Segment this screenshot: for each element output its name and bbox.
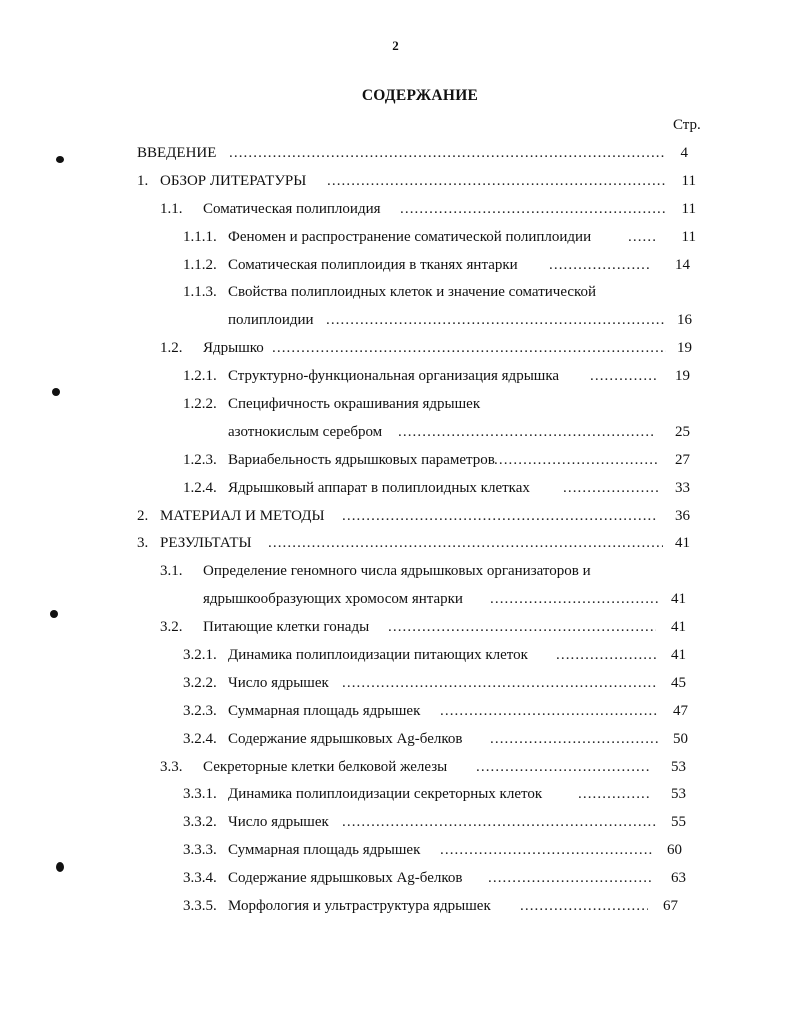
toc-leader-dots xyxy=(326,312,666,329)
toc-entry xyxy=(0,896,791,924)
toc-entry-text: Ядрышковый аппарат в полиплоидных клетках xyxy=(228,479,530,496)
scan-artifact-mark xyxy=(56,862,64,872)
toc-entry xyxy=(0,255,791,283)
toc-entry-text: Вариабельность ядрышковых параметров xyxy=(228,451,495,468)
toc-entry-page: 11 xyxy=(681,228,696,245)
toc-entry xyxy=(0,729,791,757)
toc-entry xyxy=(0,617,791,645)
toc-entry-page: 47 xyxy=(673,702,688,719)
toc-leader-dots xyxy=(398,424,656,441)
toc-entry-number: 3. xyxy=(137,535,149,552)
toc-entry-number: 3.2.3. xyxy=(183,702,217,719)
toc-entry-number: 3.2. xyxy=(160,619,183,636)
toc-entry-number: 3.3. xyxy=(160,758,183,775)
table-of-contents xyxy=(0,143,791,924)
toc-entry-page: 4 xyxy=(680,145,688,161)
toc-leader-dots xyxy=(628,229,658,246)
toc-entry-page: 41 xyxy=(671,619,686,636)
toc-entry-number: 3.2.2. xyxy=(183,674,217,691)
toc-leader-dots xyxy=(578,786,650,803)
toc-entry-text: Суммарная площадь ядрышек xyxy=(228,842,421,859)
toc-entry xyxy=(0,199,791,227)
toc-entry-text: Структурно-функциональная организация ядрышка xyxy=(228,368,560,385)
toc-entry-number: 3.3.2. xyxy=(183,814,217,831)
toc-entry-text: азотнокислым серебром xyxy=(228,423,383,440)
toc-entry xyxy=(0,812,791,840)
toc-entry xyxy=(0,701,791,729)
toc-entry-number: 3.3.1. xyxy=(183,786,217,803)
toc-entry-page: 60 xyxy=(667,842,682,859)
toc-entry xyxy=(0,143,791,171)
toc-leader-dots xyxy=(400,201,666,218)
toc-leader-dots xyxy=(488,870,652,887)
toc-entry-page: 41 xyxy=(675,535,690,552)
toc-leader-dots xyxy=(563,480,658,497)
toc-entry-number: 1.1.3. xyxy=(183,284,217,301)
toc-entry-number: 3.3.4. xyxy=(183,870,217,887)
toc-entry-text: Определение геномного числа ядрышковых организаторов и xyxy=(203,563,591,580)
toc-entry-text: Морфология и ультраструктура ядрышек xyxy=(228,898,491,915)
page-title: СОДЕРЖАНИЕ xyxy=(361,87,479,104)
toc-entry xyxy=(0,673,791,701)
toc-entry-text: Питающие клетки гонады xyxy=(203,619,370,636)
page-column-header: Стр. xyxy=(673,117,701,133)
toc-entry-page: 45 xyxy=(671,674,686,691)
toc-entry-page: 55 xyxy=(671,814,686,831)
toc-entry xyxy=(0,840,791,868)
toc-entry xyxy=(0,506,791,534)
toc-leader-dots xyxy=(327,173,666,190)
toc-entry-text: МАТЕРИАЛ И МЕТОДЫ xyxy=(160,507,325,524)
toc-entry-number: 3.2.4. xyxy=(183,730,217,747)
toc-entry-text: ОБЗОР ЛИТЕРАТУРЫ xyxy=(160,172,307,189)
toc-entry-page: 36 xyxy=(675,507,690,524)
toc-entry-number: 3.2.1. xyxy=(183,647,217,664)
toc-entry-text: Соматическая полиплоидия в тканях янтарки xyxy=(228,256,518,273)
toc-entry-text: Секреторные клетки белковой железы xyxy=(203,758,448,775)
toc-entry-number: 1. xyxy=(137,172,149,189)
toc-entry-number: 3.3.5. xyxy=(183,898,217,915)
toc-entry-text: РЕЗУЛЬТАТЫ xyxy=(160,535,252,552)
toc-entry xyxy=(0,561,791,589)
page-number: 2 xyxy=(392,38,399,53)
toc-entry xyxy=(0,784,791,812)
toc-entry xyxy=(0,478,791,506)
toc-entry-number: 1.2. xyxy=(160,340,183,357)
toc-entry-text: Специфичность окрашивания ядрышек xyxy=(228,396,481,413)
toc-entry-text: Феномен и распространение соматической полиплоидии xyxy=(228,228,592,245)
toc-leader-dots xyxy=(440,842,652,859)
toc-entry-number: 3.1. xyxy=(160,563,183,580)
toc-entry-page: 11 xyxy=(681,172,696,189)
toc-entry-text: полиплоидии xyxy=(228,312,314,329)
toc-entry-number: 1.2.1. xyxy=(183,368,217,385)
toc-entry-page: 67 xyxy=(663,898,678,915)
toc-entry-number: 2. xyxy=(137,507,149,524)
toc-leader-dots xyxy=(342,508,658,525)
toc-entry xyxy=(0,227,791,255)
scan-artifact-mark xyxy=(52,388,60,396)
toc-entry-page: 11 xyxy=(681,200,696,217)
toc-entry xyxy=(0,645,791,673)
toc-entry xyxy=(0,450,791,478)
toc-leader-dots xyxy=(490,591,658,608)
toc-entry xyxy=(0,338,791,366)
toc-entry-number: 1.2.3. xyxy=(183,451,217,468)
toc-entry xyxy=(0,310,791,338)
toc-entry-page: 19 xyxy=(677,340,692,357)
toc-entry-page: 14 xyxy=(675,256,690,273)
toc-entry-text: Динамика полиплоидизации секреторных клеток xyxy=(228,786,543,803)
toc-entry-page: 41 xyxy=(671,591,686,608)
toc-entry xyxy=(0,422,791,450)
toc-entry-page: 33 xyxy=(675,479,690,496)
toc-entry-page: 25 xyxy=(675,423,690,440)
toc-entry-number: 1.1. xyxy=(160,200,183,217)
toc-entry-text: Соматическая полиплоидия xyxy=(203,200,381,217)
toc-leader-dots xyxy=(229,145,666,162)
toc-entry-page: 53 xyxy=(671,758,686,775)
toc-leader-dots xyxy=(590,368,658,385)
toc-leader-dots xyxy=(440,703,658,720)
toc-entry xyxy=(0,282,791,310)
toc-entry xyxy=(0,757,791,785)
toc-leader-dots xyxy=(388,619,656,636)
toc-entry xyxy=(0,171,791,199)
toc-entry-text: Динамика полиплоидизации питающих клеток xyxy=(228,647,528,664)
toc-entry xyxy=(0,394,791,422)
toc-entry-number: 3.3.3. xyxy=(183,842,217,859)
toc-entry-number: 1.1.1. xyxy=(183,228,217,245)
toc-leader-dots xyxy=(272,340,666,357)
toc-leader-dots xyxy=(494,452,658,469)
scan-artifact-mark xyxy=(56,156,64,163)
toc-entry-page: 19 xyxy=(675,368,690,385)
toc-entry-number: 1.2.2. xyxy=(183,396,217,413)
toc-entry-text: Ядрышко xyxy=(203,340,264,357)
toc-leader-dots xyxy=(476,759,650,776)
toc-entry xyxy=(0,533,791,561)
toc-leader-dots xyxy=(268,535,663,552)
scan-artifact-mark xyxy=(50,610,58,618)
toc-entry-number: 1.1.2. xyxy=(183,256,217,273)
toc-leader-dots xyxy=(520,898,648,915)
toc-entry-text: ядрышкообразующих хромосом янтарки xyxy=(203,591,463,608)
toc-entry-page: 53 xyxy=(671,786,686,803)
toc-entry-page: 27 xyxy=(675,451,690,468)
toc-leader-dots xyxy=(342,814,656,831)
toc-entry-page: 41 xyxy=(671,647,686,664)
toc-entry-page: 50 xyxy=(673,730,688,747)
toc-entry-page: 16 xyxy=(677,312,692,329)
toc-entry-number: 1.2.4. xyxy=(183,479,217,496)
toc-entry-text: Число ядрышек xyxy=(228,674,329,691)
toc-entry-text: Число ядрышек xyxy=(228,814,329,831)
toc-entry-text: ВВЕДЕНИЕ xyxy=(137,145,217,161)
toc-leader-dots xyxy=(549,257,649,274)
toc-leader-dots xyxy=(556,647,656,664)
toc-leader-dots xyxy=(490,731,658,748)
toc-entry xyxy=(0,868,791,896)
toc-entry-page: 63 xyxy=(671,870,686,887)
toc-entry-text: Суммарная площадь ядрышек xyxy=(228,702,421,719)
toc-entry-text: Содержание ядрышковых Ag-белков xyxy=(228,870,463,887)
toc-leader-dots xyxy=(342,675,656,692)
toc-entry-text: Свойства полиплоидных клеток и значение соматической xyxy=(228,284,597,301)
toc-entry-text: Содержание ядрышковых Ag-белков xyxy=(228,730,463,747)
toc-entry xyxy=(0,366,791,394)
toc-entry xyxy=(0,589,791,617)
